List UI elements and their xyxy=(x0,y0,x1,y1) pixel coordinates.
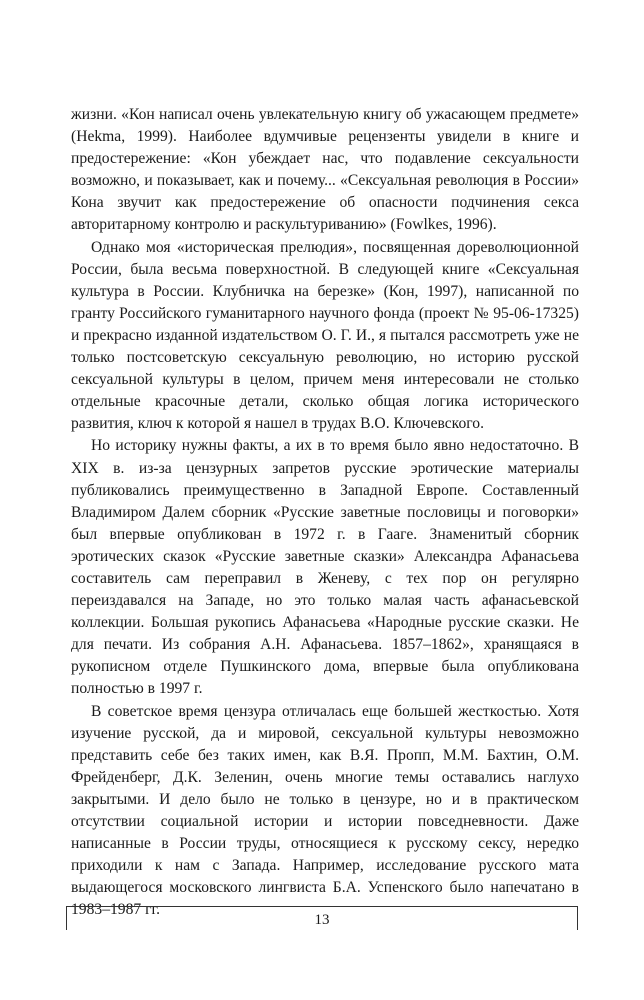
paragraph-4: В советское время цензура отличалась еще большей жесткостью. Хотя изучение русской, да и мировой, сексуальной культуры невозможно представить себе без таких имен, как В.Я. Пропп, М.М. Бахтин, О.М. Фрейденберг, Д.К. Зеленин, очень многие темы оставались наглухо закрытыми. И дело было не только в цензуре, но и в практическом отсутствии социальной истории и истории повседневности. Даже написанные в России труды, относящиеся к русскому сексу, нередко приходили к нам с Запада. Например, исследование русского мата выдающегося московского лингвиста Б.А. Успенского было напечатано в 1983–1987 гг. xyxy=(71,702,579,919)
paragraph-3: Но историку нужны факты, а их в то время было явно недостаточно. В XIX в. из-за цензурных запретов русские эротические материалы публиковались преимущественно в Западной Европе. Составленный Владимиром Далем сборник «Русские заветные пословицы и поговорки» был впервые опубликован в 1972 г. в Гааге. Знаменитый сборник эротических сказок «Русские заветные сказки» Александра Афанасьева составитель сам переправил в Женеву, с тех пор он регулярно переиздавался на Западе, но это только малая часть афанасьевской коллекции. Большая рукопись Афанасьева «Народные русские сказки. Не для печати. Из собрания А.Н. Афанасьева. 1857–1862», хранящаяся в рукописном отделе Пушкинского дома, впервые была опубликована полностью в 1997 г. xyxy=(71,437,579,698)
footer-line xyxy=(66,906,578,907)
body-text xyxy=(71,104,579,921)
page-number: 13 xyxy=(314,912,330,928)
paragraph-2: Однако моя «историческая прелюдия», посвященная дореволюционной России, была весьма поверхностной. В следующей книге «Сексуальная культура в России. Клубничка на березке» (Кон, 1997), написанной по гранту Российского гуманитарного научного фонда (проект № 95-06-17325) и прекрасно изданной издательством О. Г. И., я пытался рассмотреть уже не только постсоветскую сексуальную революцию, но историю русской сексуальной культуры в целом, причем меня интересовали не столько отдельные красочные детали, сколько общая логика исторического развития, ключ к которой я нашел в трудах В.О. Ключевского. xyxy=(71,238,579,433)
paragraph-1: жизни. «Кон написал очень увлекательную книгу об ужасающем предмете» (Hekma, 1999). Наиболее вдумчивые рецензенты увидели в книге и предостережение: «Кон убеждает нас, что подавление сексуальности возможно, и показывает, как и почему... «Сексуальная революция в России» Кона звучит как предостережение об опасности подчинения секса авторитарному контролю и раскультуриванию» (Fowlkes, 1996). xyxy=(71,106,579,234)
